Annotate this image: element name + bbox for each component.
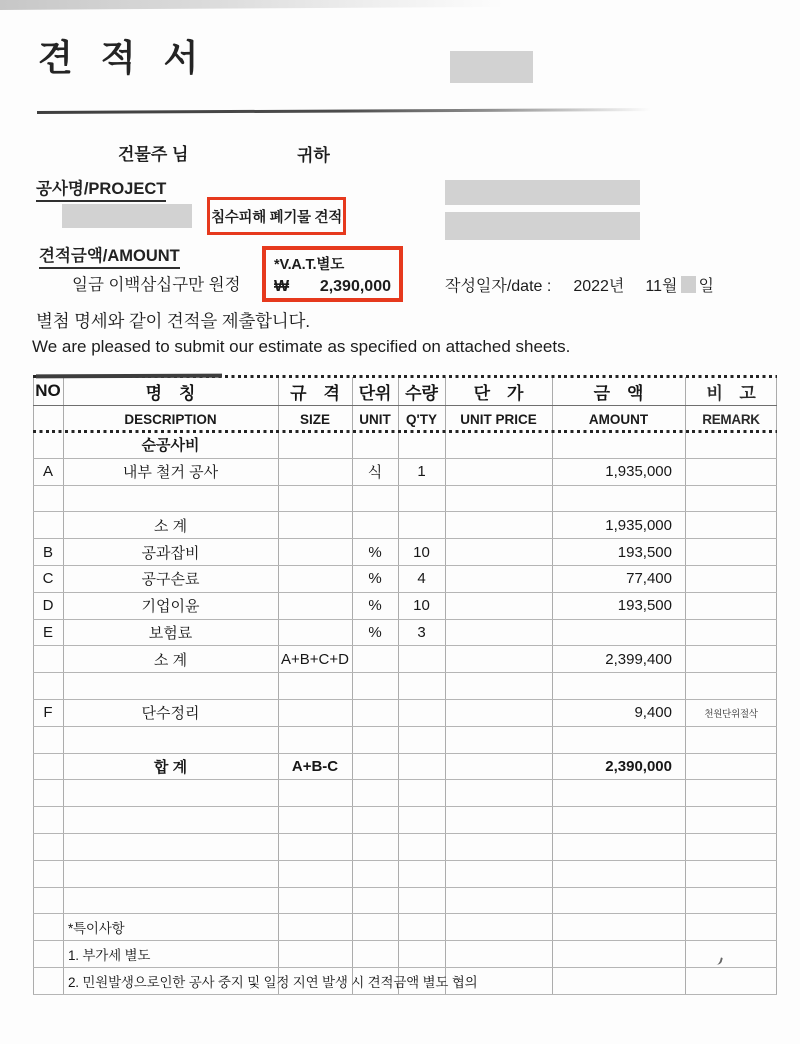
cell-desc: 소 계 — [153, 651, 188, 669]
date-month: 11월 — [645, 278, 678, 295]
cell-no: A — [42, 463, 53, 481]
cell-amount: 2,390,000 — [605, 757, 672, 775]
project-label: 공사명/PROJECT — [36, 175, 166, 202]
table-row — [33, 486, 777, 513]
cell-desc: 공구손료 — [141, 571, 200, 589]
cell-qty: 4 — [417, 570, 426, 588]
amount-in-words: 일금 이백삼십구만 원정 — [72, 276, 241, 294]
table-row — [33, 459, 777, 486]
table-body — [33, 432, 777, 995]
header-remark: 비 고 — [706, 383, 756, 403]
cell-remark: 천원단위절삭 — [704, 708, 758, 720]
cell-amount: 1,935,000 — [605, 516, 672, 534]
estimate-table — [33, 377, 777, 995]
cell-desc: 단수정리 — [141, 705, 200, 723]
cell-amount: 193,500 — [617, 597, 672, 615]
cell-unit: % — [368, 597, 382, 615]
cell-desc: 내부 철거 공사 — [122, 464, 219, 482]
table-top-solid-segment — [36, 374, 222, 379]
cell-amount: 2,399,400 — [605, 650, 672, 668]
cell-amount: 193,500 — [617, 543, 672, 561]
table-row — [33, 754, 777, 781]
recipient-honorific: 귀하 — [297, 146, 330, 165]
cell-desc: 소 계 — [153, 517, 188, 535]
table-row — [33, 593, 777, 620]
redaction-box-right-2 — [445, 212, 640, 240]
header-remark-en: REMARK — [702, 411, 760, 427]
cell-no: F — [43, 704, 53, 722]
cell-unit: % — [368, 543, 382, 561]
cell-no: B — [42, 543, 53, 561]
table-row — [33, 620, 777, 647]
cell-desc: 공과잡비 — [141, 544, 200, 562]
table-row — [33, 673, 777, 700]
table-row — [33, 512, 777, 539]
date-year: 2022년 — [573, 278, 625, 295]
note-text: 2. 민원발생으로인한 공사 중지 및 일정 지연 발생 시 견적금액 별도 협의 — [68, 974, 478, 990]
redaction-box-right-1 — [445, 180, 640, 205]
cell-unit: % — [368, 623, 382, 641]
header-description: 명 칭 — [145, 383, 196, 403]
header-size-en: SIZE — [299, 411, 330, 427]
note-text: *특이사항 — [68, 921, 125, 937]
header-unit-price: 단 가 — [473, 383, 524, 403]
note-text: 1. 부가세 별도 — [68, 948, 151, 964]
table-row — [33, 539, 777, 566]
table-header-row-english — [33, 405, 777, 432]
project-highlight-box — [207, 197, 346, 235]
table-row — [33, 646, 777, 673]
amount-label: 견적금액/AMOUNT — [39, 242, 180, 269]
cell-unit: % — [368, 570, 382, 588]
title-underline — [37, 107, 767, 114]
cell-qty: 10 — [413, 597, 430, 615]
date-day-redaction — [681, 276, 696, 293]
table-row — [33, 727, 777, 754]
header-unit: 단위 — [358, 383, 392, 403]
cell-no: D — [42, 597, 54, 615]
cell-size: A+B-C — [291, 757, 339, 775]
cell-desc: 보험료 — [148, 624, 193, 642]
table-row — [33, 941, 777, 968]
cell-desc: 기업이윤 — [141, 598, 200, 616]
cell-qty: 10 — [413, 543, 430, 561]
header-unit-en: UNIT — [359, 411, 391, 427]
currency-symbol: ₩ — [274, 278, 290, 295]
table-row — [33, 700, 777, 727]
cell-amount: 1,935,000 — [605, 463, 672, 481]
table-row — [33, 834, 777, 861]
table-row — [33, 780, 777, 807]
cell-desc: 순공사비 — [141, 437, 200, 455]
table-row — [33, 566, 777, 593]
table-row — [33, 914, 777, 941]
amount-value: 2,390,000 — [319, 278, 391, 295]
table-row — [33, 807, 777, 834]
header-amount-en: AMOUNT — [588, 411, 649, 427]
recipient-name: 건물주 님 — [118, 145, 189, 164]
table-header-dotted-border — [33, 430, 777, 433]
header-size: 규 격 — [290, 383, 340, 403]
cell-qty: 1 — [417, 463, 426, 481]
header-qty: 수량 — [405, 383, 438, 403]
cell-qty: 3 — [417, 623, 426, 641]
scan-artifact-top — [0, 0, 632, 10]
cell-unit: 식 — [367, 464, 383, 482]
table-row — [33, 861, 777, 888]
date-day-suffix: 일 — [698, 278, 714, 295]
project-highlight-label: 침수피해 폐기물 견적 — [211, 209, 342, 226]
table-row — [33, 888, 777, 915]
table-header-row-korean — [33, 377, 777, 405]
cell-no: E — [42, 623, 53, 641]
redaction-box-company — [450, 51, 533, 83]
cell-amount: 77,400 — [626, 570, 672, 588]
header-amount: 금 액 — [593, 383, 644, 403]
header-unit-price-en: UNIT PRICE — [460, 411, 537, 427]
vat-note: *V.A.T.별도 — [274, 257, 345, 273]
table-row — [33, 432, 777, 459]
cell-no: C — [42, 570, 54, 588]
header-qty-en: Q'TY — [406, 411, 437, 427]
cell-size: A+B+C+D — [281, 650, 349, 668]
cell-desc: 합 계 — [153, 758, 188, 776]
cell-amount: 9,400 — [634, 704, 672, 722]
date-line — [445, 273, 714, 296]
greeting-korean: 별첨 명세와 같이 견적을 제출합니다. — [36, 311, 310, 331]
date-label: 작성일자/date : — [445, 278, 552, 295]
page-title: 견 적 서 — [38, 37, 208, 78]
table-row — [33, 968, 777, 995]
header-description-en: DESCRIPTION — [124, 411, 217, 427]
redaction-box-project — [62, 204, 192, 228]
vat-highlight-box — [262, 246, 403, 302]
header-no: NO — [35, 381, 61, 400]
greeting-english: We are pleased to submit our estimate as specified on attached sheets. — [32, 337, 571, 356]
